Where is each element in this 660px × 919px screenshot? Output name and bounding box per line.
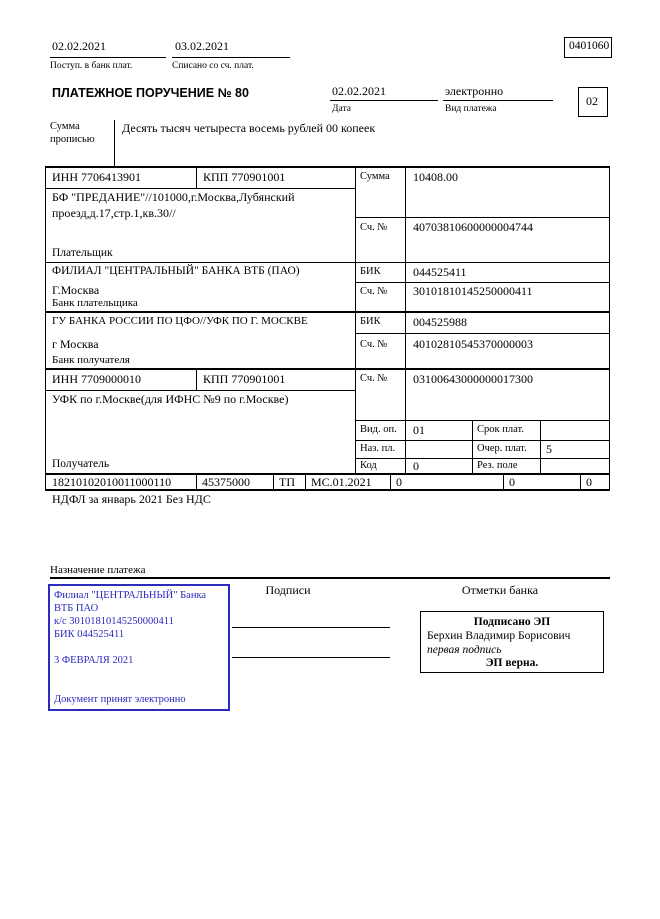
sum-label: Сумма [360,171,390,182]
stamp-bank-line1: Филиал "ЦЕНТРАЛЬНЫЙ" Банка [54,590,207,601]
payer-label: Плательщик [52,247,113,259]
doc-date: 02.02.2021 [332,84,386,98]
stamp-footer: Документ принят электронно [54,694,186,705]
divider [114,120,115,167]
esign-verified: ЭП верна. [485,657,539,669]
form-code: 0401060 [569,40,610,52]
tax-docdate-cell: 0 [509,475,515,489]
payee-name: УФК по г.Москве(для ИФНС №9 по г.Москве) [52,392,289,406]
payer-bank-bik: 044525411 [413,265,467,279]
payee-bank-label: Банк получателя [52,354,130,366]
divider [443,100,553,101]
due-date-label: Срок плат. [477,424,524,435]
payee-label: Получатель [52,458,110,470]
payer-inn: ИНН 7706413901 [52,170,141,184]
table-line [196,166,197,189]
esign-box [420,611,604,673]
payer-bank-name: ФИЛИАЛ "ЦЕНТРАЛЬНЫЙ" БАНКА ВТБ (ПАО) [52,265,300,277]
table-line [45,166,610,168]
table-line [273,473,274,490]
code-label: Код [360,460,377,471]
table-line [45,311,610,313]
stamp-bik: БИК 044525411 [54,629,125,640]
purpose-text: НДФЛ за январь 2021 Без НДС [52,492,211,506]
signature-line-1 [232,627,390,628]
stamp-date: 3 ФЕВРАЛЯ 2021 [54,655,134,666]
debited-date-label: Списано со сч. плат. [172,61,254,71]
payee-bank-city: г Москва [52,337,99,351]
bank-stamp [48,584,230,711]
purpose-label: Назначение платежа [50,564,146,576]
table-line [405,166,406,473]
table-line [45,166,46,491]
payer-bank-account-label: Сч. № [360,286,388,297]
table-line [196,473,197,490]
payer-account: 40703810600000004744 [413,220,533,234]
amount-words: Десять тысяч четыреста восемь рублей 00 копеек [122,121,376,135]
table-line [503,473,504,490]
payee-bank-bik: 004525988 [413,315,467,329]
code-value: 0 [413,459,419,473]
table-line [355,420,610,421]
payee-bank-name: ГУ БАНКА РОССИИ ПО ЦФО//УФК ПО Г. МОСКВЕ [52,315,308,327]
table-line [355,440,610,441]
divider [330,100,438,101]
signatures-header: Подписи [265,583,311,597]
table-line [355,282,610,283]
purpose-code-label: Наз. пл. [360,443,396,454]
divider [172,57,290,58]
payee-inn: ИНН 7709000010 [52,372,141,386]
tax-oktmo-cell: 45375000 [202,475,250,489]
received-date: 02.02.2021 [52,39,106,53]
table-line [355,217,610,218]
sum-value: 10408.00 [413,170,458,184]
stamp-corr-account: к/с 30101810145250000411 [54,616,174,627]
signature-line-2 [232,657,390,658]
table-line [45,188,355,189]
tax-docnum-cell: 0 [396,475,402,489]
tax-period-cell: МС.01.2021 [311,475,372,489]
table-line [45,368,610,370]
table-line [609,166,610,491]
table-line [355,333,610,334]
debited-date: 03.02.2021 [175,39,229,53]
tax-basis-cell: ТП [279,475,295,489]
doc-type-box [578,87,608,117]
priority-value: 5 [546,442,552,456]
table-line [305,473,306,490]
payee-account-label: Сч. № [360,373,388,384]
payer-bank-label: Банк плательщика [52,297,138,309]
received-date-label: Поступ. в банк плат. [50,61,133,71]
table-line [355,166,356,473]
esign-type: первая подпись [427,644,502,656]
divider [50,57,166,58]
stamp-spacer [54,641,224,654]
reserve-label: Рез. поле [477,460,518,471]
esign-name: Берхин Владимир Борисович [427,630,571,642]
payer-kpp: КПП 770901001 [203,170,286,184]
table-line [472,420,473,473]
payee-bank-account-label: Сч. № [360,339,388,350]
payer-account-label: Сч. № [360,222,388,233]
table-line [540,420,541,473]
form-code-box [564,37,612,58]
table-line [45,262,610,263]
priority-label: Очер. плат. [477,443,527,454]
payer-name-line1: БФ "ПРЕДАНИЕ"//101000,г.Москва,Лубянский [52,190,295,204]
payer-bank-bik-label: БИК [360,266,381,277]
table-line [390,473,391,490]
amount-words-label: Сумма прописью [50,121,95,145]
divider [50,577,610,579]
doc-title: ПЛАТЕЖНОЕ ПОРУЧЕНИЕ № 80 [52,86,249,100]
tax-type-cell: 0 [586,475,592,489]
payment-kind: электронно [445,84,504,98]
tax-kbk-cell: 18210102010011000110 [52,475,172,489]
doc-type-code: 02 [586,94,598,108]
payer-name-line2: проезд,д.17,стр.1,кв.30// [52,206,176,220]
payee-kpp: КПП 770901001 [203,372,286,386]
op-kind-label: Вид. оп. [360,424,397,435]
payee-bank-bik-label: БИК [360,316,381,327]
stamp-bank-line2: ВТБ ПАО [54,603,99,614]
table-line [196,368,197,390]
doc-date-label: Дата [332,104,351,114]
bank-marks-header: Отметки банка [461,583,539,597]
payment-kind-label: Вид платежа [445,104,497,114]
payer-bank-account: 30101810145250000411 [413,284,533,298]
op-kind-value: 01 [413,423,425,437]
payee-bank-account: 40102810545370000003 [413,337,533,351]
table-line [45,390,355,391]
esign-title: Подписано ЭП [473,616,551,628]
table-line [355,458,610,459]
payer-bank-city: Г.Москва [52,283,100,297]
table-line [580,473,581,490]
payee-account: 03100643000000017300 [413,372,533,386]
